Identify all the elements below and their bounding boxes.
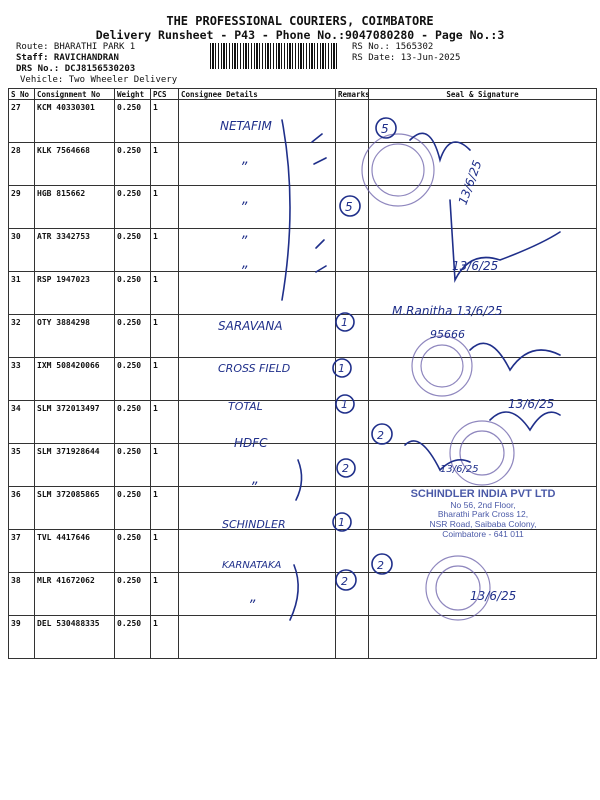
ditto-mark: ” [240,160,248,176]
cell-sno: 27 [9,100,35,143]
hw-consignee-4: TOTAL [228,400,263,413]
cell-pcs: 1 [151,272,179,315]
cell-weight: 0.250 [115,143,151,186]
svg-text:1: 1 [338,362,345,375]
cell-remarks [336,401,369,444]
table-row [9,272,597,315]
cell-pcs: 1 [151,358,179,401]
cell-signature [369,358,597,401]
hw-consignee-7: KARNATAKA [222,560,282,571]
cell-signature [369,272,597,315]
cell-remarks [336,143,369,186]
cell-sno: 34 [9,401,35,444]
cell-signature [369,573,597,616]
table-row [9,186,597,229]
staff-label: Staff: RAVICHANDRAN [16,53,119,63]
cell-pcs: 1 [151,616,179,659]
cell-weight: 0.250 [115,358,151,401]
cell-consignee [179,530,336,573]
cell-pcs: 1 [151,530,179,573]
cell-sno: 39 [9,616,35,659]
cell-sno: 29 [9,186,35,229]
stamp-address-1: No 56, 2nd Floor, [450,499,516,510]
cell-consignment-no: KCM 40330301 [35,100,115,143]
barcode [210,43,338,69]
cell-signature [369,186,597,229]
cell-remarks [336,573,369,616]
col-remarks: Remarks [336,89,369,100]
cell-weight: 0.250 [115,530,151,573]
cell-consignee [179,358,336,401]
cell-consignment-no: RSP 1947023 [35,272,115,315]
hw-consignee-5: HDFC [234,436,268,450]
hw-consignee-2: SARAVANA [218,319,283,333]
cell-consignment-no: DEL 530488335 [35,616,115,659]
cell-consignee [179,186,336,229]
cell-signature [369,315,597,358]
cell-weight: 0.250 [115,444,151,487]
cell-signature [369,100,597,143]
cell-remarks [336,186,369,229]
cell-sno: 38 [9,573,35,616]
cell-signature [369,229,597,272]
rs-number: RS No.: 1565302 [352,42,434,52]
ditto-mark: ” [240,200,248,216]
cell-consignment-no: SLM 372085865 [35,487,115,530]
svg-text:5: 5 [345,200,353,214]
schindler-stamp [378,488,588,540]
hw-date: 13/6/25 [470,589,517,603]
col-consignee: Consignee Details [179,89,336,100]
svg-text:5: 5 [381,122,389,136]
cell-signature [369,444,597,487]
cell-weight: 0.250 [115,315,151,358]
cell-sno: 30 [9,229,35,272]
ditto-mark: ” [240,264,248,280]
cell-remarks [336,358,369,401]
route-label: Route: BHARATHI PARK 1 [16,42,136,52]
vehicle-label: Vehicle: Two Wheeler Delivery [20,75,178,85]
table-row [9,315,597,358]
cell-remarks [336,616,369,659]
cell-consignment-no: HGB 815662 [35,186,115,229]
hw-date: 13/6/25 [455,158,485,207]
cell-consignee [179,315,336,358]
cell-consignment-no: ATR 3342753 [35,229,115,272]
col-consignment: Consignment No [35,89,115,100]
cell-weight: 0.250 [115,186,151,229]
hw-phone-note: 95666 [430,328,465,341]
company-title: THE PROFESSIONAL COURIERS, COIMBATORE [166,14,434,28]
cell-consignee [179,487,336,530]
cell-signature [369,616,597,659]
cell-weight: 0.250 [115,100,151,143]
cell-remarks [336,315,369,358]
cell-pcs: 1 [151,143,179,186]
cell-consignment-no: OTY 3884298 [35,315,115,358]
table-row [9,143,597,186]
cell-remarks [336,530,369,573]
ditto-mark: ” [250,480,258,496]
cell-pcs: 1 [151,573,179,616]
col-pcs: PCS [151,89,179,100]
svg-text:2: 2 [377,429,384,442]
cell-pcs: 1 [151,229,179,272]
cell-sno: 33 [9,358,35,401]
cell-weight: 0.250 [115,487,151,530]
table-row [9,229,597,272]
table-row [9,100,597,143]
cell-remarks [336,444,369,487]
cell-pcs: 1 [151,315,179,358]
ditto-mark: ” [240,234,248,250]
cell-consignee [179,573,336,616]
cell-weight: 0.250 [115,229,151,272]
cell-sno: 37 [9,530,35,573]
hw-consignee-6: SCHINDLER [222,518,286,531]
cell-consignee [179,444,336,487]
cell-weight: 0.250 [115,573,151,616]
cell-pcs: 1 [151,100,179,143]
cell-signature [369,401,597,444]
table-row [9,616,597,659]
hw-date: 13/6/25 [452,259,499,273]
cell-consignee [179,100,336,143]
cell-consignment-no: TVL 4417646 [35,530,115,573]
stamp-company: SCHINDLER INDIA PVT LTD [410,488,556,500]
svg-text:2: 2 [341,575,348,588]
cell-consignee [179,401,336,444]
svg-text:1: 1 [338,516,345,529]
rs-date: RS Date: 13-Jun-2025 [352,53,461,63]
cell-weight: 0.250 [115,401,151,444]
cell-sno: 28 [9,143,35,186]
table-row [9,358,597,401]
cell-consignee [179,143,336,186]
table-row [9,573,597,616]
col-signature: Seal & Signature [369,89,597,100]
cell-pcs: 1 [151,186,179,229]
table-row [9,444,597,487]
cell-pcs: 1 [151,401,179,444]
svg-text:2: 2 [342,462,349,475]
cell-sno: 36 [9,487,35,530]
cell-consignee [179,616,336,659]
hw-consignee-3: CROSS FIELD [218,362,291,375]
hw-date: 13/6/25 [508,397,555,411]
svg-text:1: 1 [341,316,348,329]
drs-label: DRS No.: DCJ8156530203 [16,64,136,74]
table-header [9,89,597,100]
stamp-address-4: Coimbatore - 641 011 [442,528,524,539]
cell-pcs: 1 [151,487,179,530]
cell-sno: 32 [9,315,35,358]
cell-remarks [336,272,369,315]
cell-sno: 35 [9,444,35,487]
cell-consignment-no: IXM 508420066 [35,358,115,401]
cell-weight: 0.250 [115,272,151,315]
cell-consignment-no: KLK 7564668 [35,143,115,186]
hw-signature-note: M.Ranitha 13/6/25 [392,304,503,318]
cell-consignee [179,229,336,272]
cell-consignment-no: MLR 41672062 [35,573,115,616]
cell-consignment-no: SLM 371928644 [35,444,115,487]
svg-text:2: 2 [377,559,384,572]
cell-remarks [336,100,369,143]
cell-signature [369,143,597,186]
cell-consignment-no: SLM 372013497 [35,401,115,444]
cell-sno: 31 [9,272,35,315]
cell-consignee [179,272,336,315]
runsheet-table [8,88,597,659]
cell-pcs: 1 [151,444,179,487]
col-weight: Weight [115,89,151,100]
cell-remarks [336,487,369,530]
stamp-address-2: Bharathi Park Cross 12, [437,509,529,520]
cell-remarks [336,229,369,272]
svg-text:1: 1 [341,398,348,411]
hw-consignee-1: NETAFIM [220,119,272,133]
hw-date: 13/6/25 [440,464,479,475]
col-sno: S No [9,89,35,100]
ditto-mark: ” [248,598,256,614]
stamp-address-3: NSR Road, Saibaba Colony, [429,519,537,530]
table-row [9,401,597,444]
cell-weight: 0.250 [115,616,151,659]
runsheet-title: Delivery Runsheet - P43 - Phone No.:9047080280 - Page No.:3 [95,28,505,42]
